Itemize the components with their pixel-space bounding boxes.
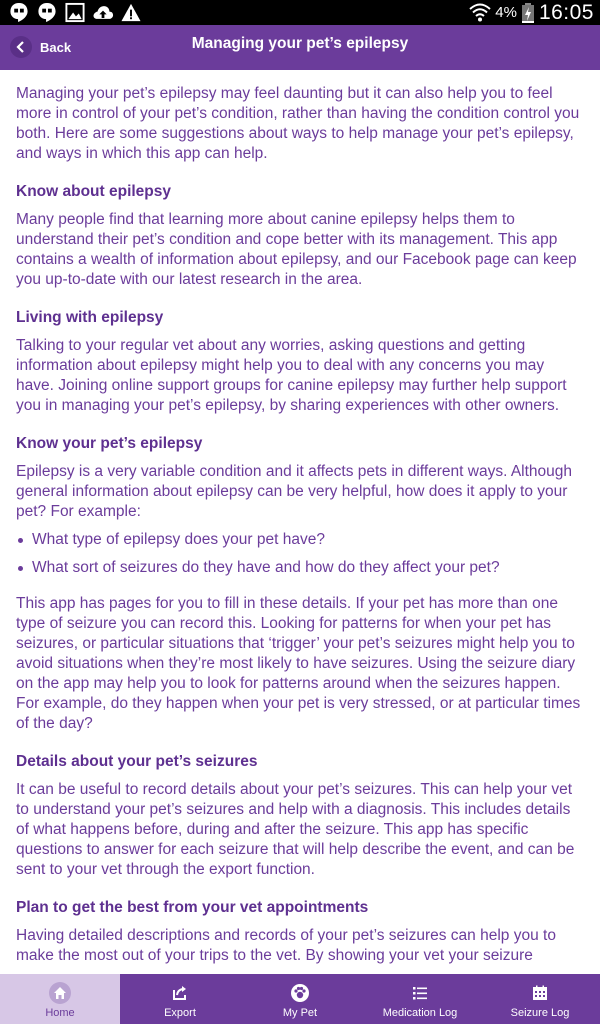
battery-charging-icon: [521, 2, 535, 24]
tab-seizure-log[interactable]: [480, 974, 600, 1024]
back-label: Back: [40, 39, 72, 55]
tab-label: Seizure Log: [510, 1007, 570, 1019]
tab-medication-log[interactable]: [360, 974, 480, 1024]
section-paragraph: Having detailed descriptions and records of your pet’s seizures can help you to make the most out of your trips to the vet. By showing your vet your seizure: [16, 927, 556, 964]
tab-label: My Pet: [282, 1007, 318, 1019]
tab-label: Home: [45, 1007, 75, 1019]
system-indicators: [469, 0, 594, 25]
tab-my-pet[interactable]: [240, 974, 360, 1024]
warning-icon: [120, 2, 142, 23]
tab-home[interactable]: [0, 974, 120, 1024]
list-item: What type of epilepsy does your pet have?: [16, 530, 584, 550]
list-icon: [409, 982, 431, 1004]
calendar-icon: [529, 982, 551, 1004]
hangouts-icon: [36, 2, 58, 23]
tab-export[interactable]: [120, 974, 240, 1024]
bullet-list: [16, 530, 584, 578]
section-paragraph: This app has pages for you to fill in these details. If your pet has more than one type of seizure you can record this. Looking for patterns for when your pet has seizures, or particular situations that ‘trigger’ your pet’s seizures might help you to avoid situations when they’re most likely to have seizures. Using the seizure diary on the app may help you to look for patterns around when the seizures happen. For example, do they happen when your pet is very stressed, or at particular times of the day?: [16, 595, 581, 732]
status-bar: [0, 0, 600, 25]
upload-cloud-icon: [92, 2, 114, 23]
section-heading: Plan to get the best from your vet appointments: [16, 899, 369, 916]
export-icon: [169, 982, 191, 1004]
section-paragraph: It can be useful to record details about your pet’s seizures. This can help your vet to understand your pet’s seizures and help with a diagnosis. This includes details of what happens before, during and after the seizure. This app has specific questions to answer for each seizure that will help describe the event, and can be sent to your vet through the export function.: [16, 781, 575, 878]
wifi-icon: [469, 3, 491, 23]
hangouts-icon: [8, 2, 30, 23]
section-heading: Details about your pet’s seizures: [16, 753, 258, 770]
home-icon: [49, 982, 71, 1004]
paw-icon: [289, 982, 311, 1004]
article-content[interactable]: [0, 70, 600, 974]
section-paragraph: Talking to your regular vet about any worries, asking questions and getting information about epilepsy might help you to deal with any concerns you may have. Joining online support groups for canine epilepsy may further help support you in managing your pet’s epilepsy, by sharing experiences with other owners.: [16, 337, 567, 414]
list-item: What sort of seizures do they have and how do they affect your pet?: [16, 558, 584, 578]
app-bar: [0, 25, 600, 70]
gallery-icon: [64, 2, 86, 23]
section-paragraph: Many people find that learning more about canine epilepsy helps them to understand their pet’s condition and cope better with its management. This app contains a wealth of information about epilepsy, and our Facebook page can keep you up-to-date with our latest research in the area.: [16, 211, 577, 288]
battery-percent: 4%: [495, 4, 517, 21]
section-heading: Know about epilepsy: [16, 183, 172, 200]
tab-label: Export: [164, 1007, 196, 1019]
tab-label: Medication Log: [382, 1007, 458, 1019]
section-heading: Know your pet’s epilepsy: [16, 435, 203, 452]
clock: 16:05: [538, 0, 594, 24]
bottom-tab-bar: [0, 974, 600, 1024]
page-title: Managing your pet’s epilepsy: [191, 35, 409, 52]
notification-icons: [8, 2, 142, 23]
section-paragraph: Epilepsy is a very variable condition and it affects pets in different ways. Although general information about epilepsy can be very helpful, how does it apply to your pet? For example:: [16, 463, 573, 520]
section-heading: Living with epilepsy: [16, 309, 164, 326]
intro-paragraph: Managing your pet’s epilepsy may feel daunting but it can also help you to feel more in control of your pet’s condition, rather than having the condition control you both. Here are some suggestions about ways to help manage your pet’s epilepsy, and ways in which this app can help.: [16, 85, 580, 162]
